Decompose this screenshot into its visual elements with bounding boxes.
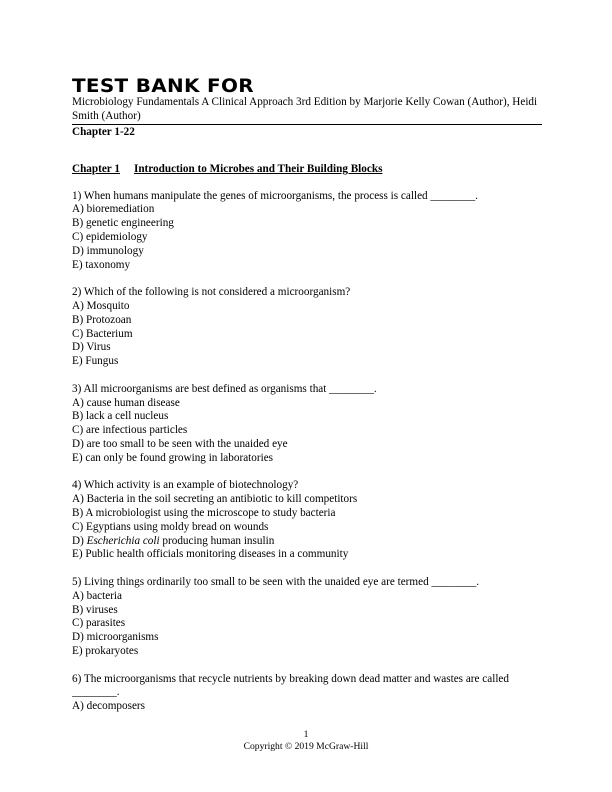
question-item — [72, 190, 542, 273]
chapter-number: Chapter 1 — [72, 163, 120, 176]
answer-option: D) Virus — [72, 341, 111, 354]
question-item — [72, 286, 542, 369]
answer-option: D) microorganisms — [72, 631, 159, 644]
answer-option: C) epidemiology — [72, 231, 148, 244]
answer-option: B) genetic engineering — [72, 217, 174, 230]
question-text: 4) Which activity is an example of biotechnology? — [72, 479, 299, 492]
answer-option: B) Protozoan — [72, 313, 132, 326]
answer-option: A) bioremediation — [72, 203, 155, 216]
answer-option: D) immunology — [72, 244, 144, 257]
question-text: 5) Living things ordinarily too small to be seen with the unaided eye are termed ________. — [72, 576, 480, 588]
answer-option: B) viruses — [72, 603, 118, 616]
chapter-range: Chapter 1-22 — [72, 126, 135, 139]
option-letter: D) — [72, 534, 87, 547]
copyright-notice: Copyright © 2019 McGraw-Hill — [243, 741, 369, 752]
question-item — [72, 479, 542, 562]
answer-option: E) prokaryotes — [72, 644, 139, 657]
answer-option: A) decomposers — [72, 700, 146, 713]
chapter-heading — [72, 162, 542, 176]
answer-option: E) Public health officials monitoring diseases in a community — [72, 548, 349, 561]
book-subtitle: Microbiology Fundamentals A Clinical Approach 3rd Edition by Marjorie Kelly Cowan (Author), Heidi Smith (Author) — [72, 96, 538, 122]
header-divider — [72, 124, 542, 125]
answer-option — [72, 535, 542, 549]
species-name: Escherichia coli — [86, 534, 160, 547]
question-text: 3) All microorganisms are best defined as organisms that ________. — [72, 382, 377, 395]
question-text: 1) When humans manipulate the genes of microorganisms, the process is called ________. — [72, 189, 478, 202]
answer-option: B) A microbiologist using the microscope to study bacteria — [72, 507, 336, 520]
chapter-title: Introduction to Microbes and Their Building Blocks — [133, 163, 383, 176]
answer-option: A) cause human disease — [72, 396, 180, 409]
answer-option: C) Bacterium — [72, 327, 133, 340]
page-title: TEST BANK FOR — [72, 75, 254, 97]
answer-option: E) can only be found growing in laboratories — [72, 451, 274, 464]
answer-option: E) taxonomy — [72, 258, 131, 271]
answer-option: C) are infectious particles — [72, 424, 188, 437]
document-page — [72, 76, 542, 728]
answer-option: D) are too small to be seen with the unaided eye — [72, 438, 288, 451]
question-text: 2) Which of the following is not considered a microorganism? — [72, 286, 351, 299]
answer-option: C) Egyptians using moldy bread on wounds — [72, 520, 269, 533]
answer-option: B) lack a cell nucleus — [72, 410, 169, 423]
answer-option: A) bacteria — [72, 589, 122, 602]
answer-option: E) Fungus — [72, 355, 119, 368]
answer-option: A) Bacteria in the soil secreting an antibiotic to kill competitors — [72, 493, 358, 506]
option-text: producing human insulin — [159, 534, 275, 547]
answer-option: A) Mosquito — [72, 300, 130, 313]
answer-option: C) parasites — [72, 617, 126, 630]
question-item — [72, 673, 542, 714]
question-item — [72, 576, 542, 659]
question-text: 6) The microorganisms that recycle nutrients by breaking down dead matter and wastes are called ________. — [72, 672, 509, 699]
question-item — [72, 383, 542, 466]
page-number: 1 — [303, 729, 309, 740]
